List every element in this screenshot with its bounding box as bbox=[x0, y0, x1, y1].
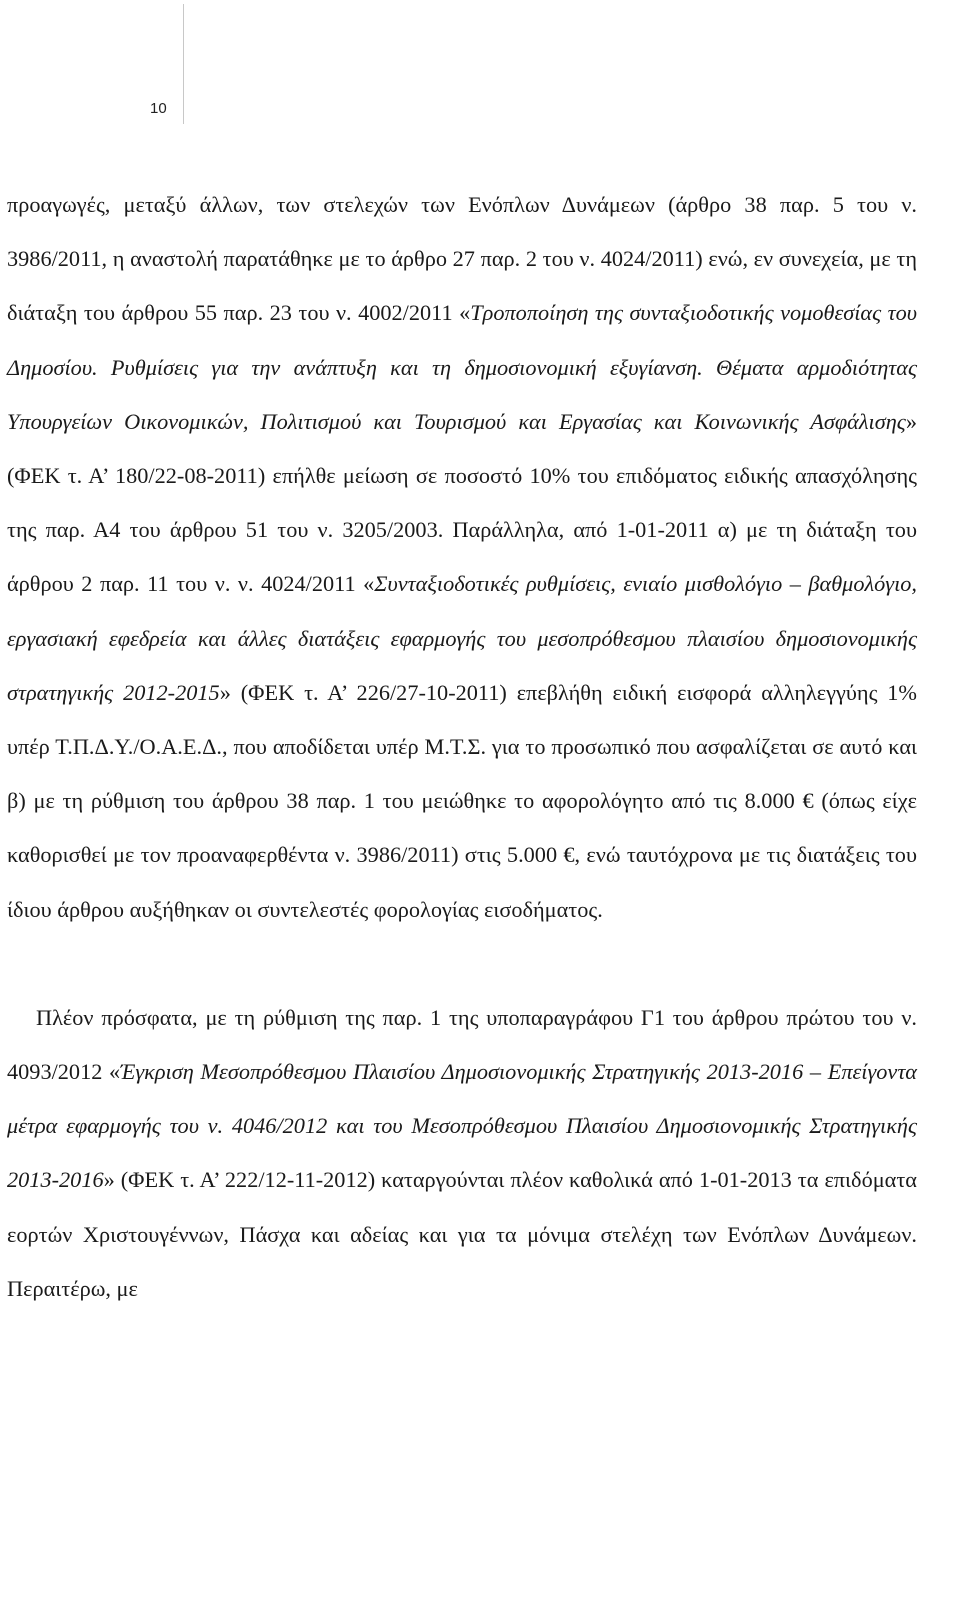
paragraph-2-text-1: Πλέον πρόσφατα, με τη ρύθμιση της παρ. 1 της υποπαραγράφου Γ1 του άρθρου πρώτου του ν. 4093/2012 « bbox=[7, 1004, 917, 1085]
paragraph-1-law-title-2: Συνταξιοδοτικές ρυθμίσεις, ενιαίο μισθολόγιο – βαθμολόγιο, εργασιακή εφεδρεία και άλλες διατάξεις εφαρμογής του μεσοπρόθεσμου πλαισίου δημοσιονομικής στρατηγικής 2012-2015 bbox=[7, 571, 917, 705]
paragraph-1-law-title-1: Τροποποίηση της συνταξιοδοτικής νομοθεσίας του Δημοσίου. Ρυθμίσεις για την ανάπτυξη και τη δημοσιονομική εξυγίανση. Θέματα αρμοδιότητας Υπουργείων Οικονομικών, Πολιτισμού και Τουρισμού και Εργασίας και Κοινωνικής Ασφάλισης bbox=[7, 300, 917, 434]
paragraph-1 bbox=[7, 178, 917, 937]
paragraph-1-text-2: » (ΦΕΚ τ. Α’ 180/22-08-2011) επήλθε μείωση σε ποσοστό 10% του επιδόματος ειδικής απασχόλησης της παρ. Α4 του άρθρου 51 του ν. 3205/2003. Παράλληλα, από 1-01-2011 α) με τη διάταξη του άρθρου 2 παρ. 11 του ν. ν. 4024/2011 « bbox=[7, 408, 917, 597]
paragraph-1-text-3: » (ΦΕΚ τ. Α’ 226/27-10-2011) επεβλήθη ειδική εισφορά αλληλεγγύης 1% υπέρ Τ.Π.Δ.Υ./Ο.Α.Ε.Δ., που αποδίδεται υπέρ Μ.Τ.Σ. για το προσωπικό που ασφαλίζεται σε αυτό και β) με τη ρύθμιση του άρθρου 38 παρ. 1 του μειώθηκε το αφορολόγητο από τις 8.000 € (όπως είχε καθορισθεί με τον προαναφερθέντα ν. 3986/2011) στις 5.000 €, ενώ ταυτόχρονα με τις διατάξεις του ίδιου άρθρου αυξήθηκαν οι συντελεστές φορολογίας εισοδήματος. bbox=[7, 679, 918, 922]
paragraph-2-text-2: » (ΦΕΚ τ. Α’ 222/12-11-2012) καταργούνται πλέον καθολικά από 1-01-2013 τα επιδόματα εορτών Χριστουγέννων, Πάσχα και αδείας και για τα μόνιμα στελέχη των Ενόπλων Δυνάμεων. Περαιτέρω, με bbox=[7, 1167, 917, 1301]
page-number: 10 bbox=[150, 100, 167, 117]
paragraph-1-text-1: προαγωγές, μεταξύ άλλων, των στελεχών των Ενόπλων Δυνάμεων (άρθρο 38 παρ. 5 του ν. 3986/2011, η αναστολή παρατάθηκε με το άρθρο 27 παρ. 2 του ν. 4024/2011) ενώ, εν συνεχεία, με τη διάταξη του άρθρου 55 παρ. 23 του ν. 4002/2011 « bbox=[7, 192, 917, 326]
document-body bbox=[7, 178, 917, 1316]
paragraph-2-law-title-1: Έγκριση Μεσοπρόθεσμου Πλαισίου Δημοσιονομικής Στρατηγικής 2013-2016 – Επείγοντα μέτρα εφαρμογής του ν. 4046/2012 και του Μεσοπρόθεσμου Πλαισίου Δημοσιονομικής Στρατηγικής 2013-2016 bbox=[7, 1059, 918, 1193]
paragraph-2 bbox=[7, 991, 917, 1316]
header-divider bbox=[183, 4, 184, 124]
